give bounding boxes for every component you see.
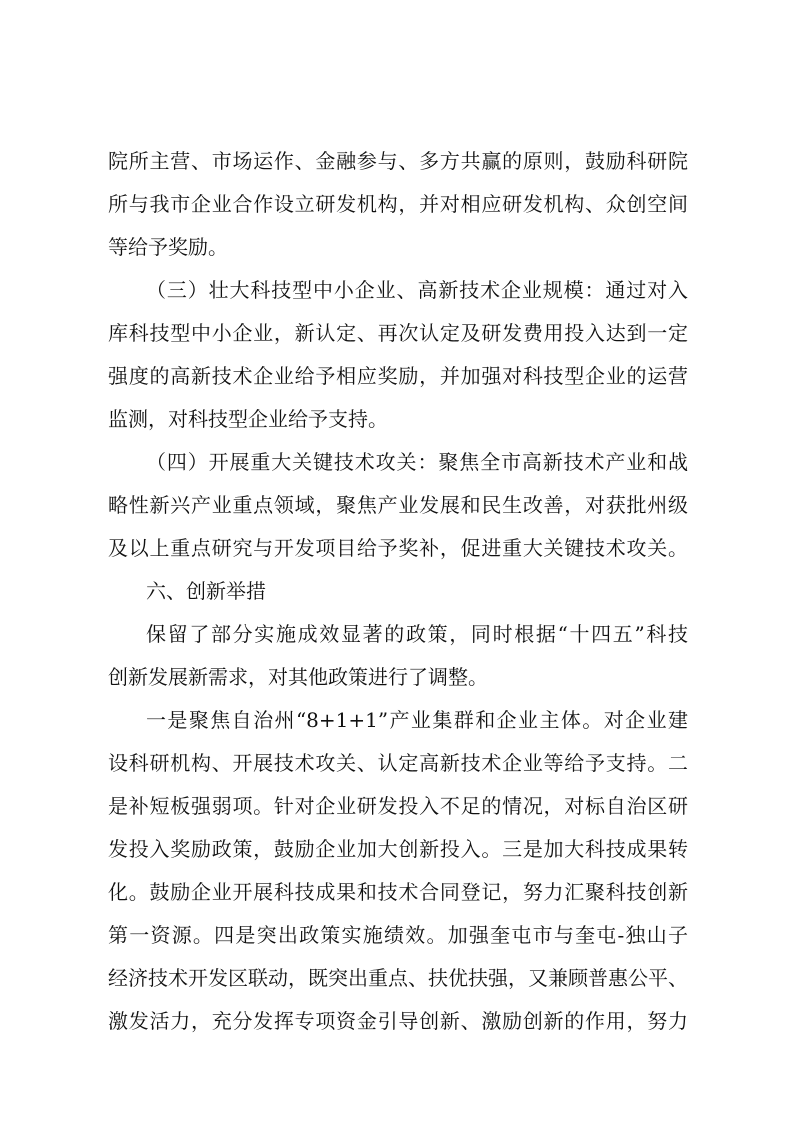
text-line: 所与我市企业合作设立研发机构，并对相应研发机构、众创空间: [108, 192, 688, 216]
text-line: 强度的高新技术企业给予相应奖励，并加强对科技型企业的运营: [108, 364, 688, 388]
section-heading-4: （四）开展重大关键技术攻关：聚焦全市高新技术产业和战: [146, 450, 688, 474]
text-line: 设科研机构、开展技术攻关、认定高新技术企业等给予支持。二: [108, 751, 688, 775]
text-line: 激发活力，充分发挥专项资金引导创新、激励创新的作用，努力: [108, 1009, 688, 1033]
text-line: 保留了部分实施成效显著的政策，同时根据“十四五”科技: [146, 622, 688, 646]
text-line: 监测，对科技型企业给予支持。: [108, 407, 388, 431]
text-line: 等给予奖励。: [108, 235, 228, 259]
text-line: 院所主营、市场运作、金融参与、多方共赢的原则，鼓励科研院: [108, 149, 688, 173]
text-line: 第一资源。四是突出政策实施绩效。加强奎屯市与奎屯-独山子: [108, 923, 688, 947]
text-line: 及以上重点研究与开发项目给予奖补，促进重大关键技术攻关。: [108, 536, 688, 560]
text-line: 发投入奖励政策，鼓励企业加大创新投入。三是加大科技成果转: [108, 837, 688, 861]
section-heading-3: （三）壮大科技型中小企业、高新技术企业规模：通过对入: [146, 278, 688, 302]
text-line: 库科技型中小企业，新认定、再次认定及研发费用投入达到一定: [108, 321, 688, 345]
text-line: 创新发展新需求，对其他政策进行了调整。: [108, 665, 488, 689]
text-line: 是补短板强弱项。针对企业研发投入不足的情况，对标自治区研: [108, 794, 688, 818]
text-line: 经济技术开发区联动，既突出重点、扶优扶强，又兼顾普惠公平、: [108, 966, 688, 990]
text-line: 化。鼓励企业开展科技成果和技术合同登记，努力汇聚科技创新: [108, 880, 688, 904]
text-line: 一是聚焦自治州“8+1+1”产业集群和企业主体。对企业建: [146, 708, 688, 732]
text-line: 略性新兴产业重点领域，聚焦产业发展和民生改善，对获批州级: [108, 493, 688, 517]
section-title-innovation: 六、创新举措: [146, 579, 266, 603]
